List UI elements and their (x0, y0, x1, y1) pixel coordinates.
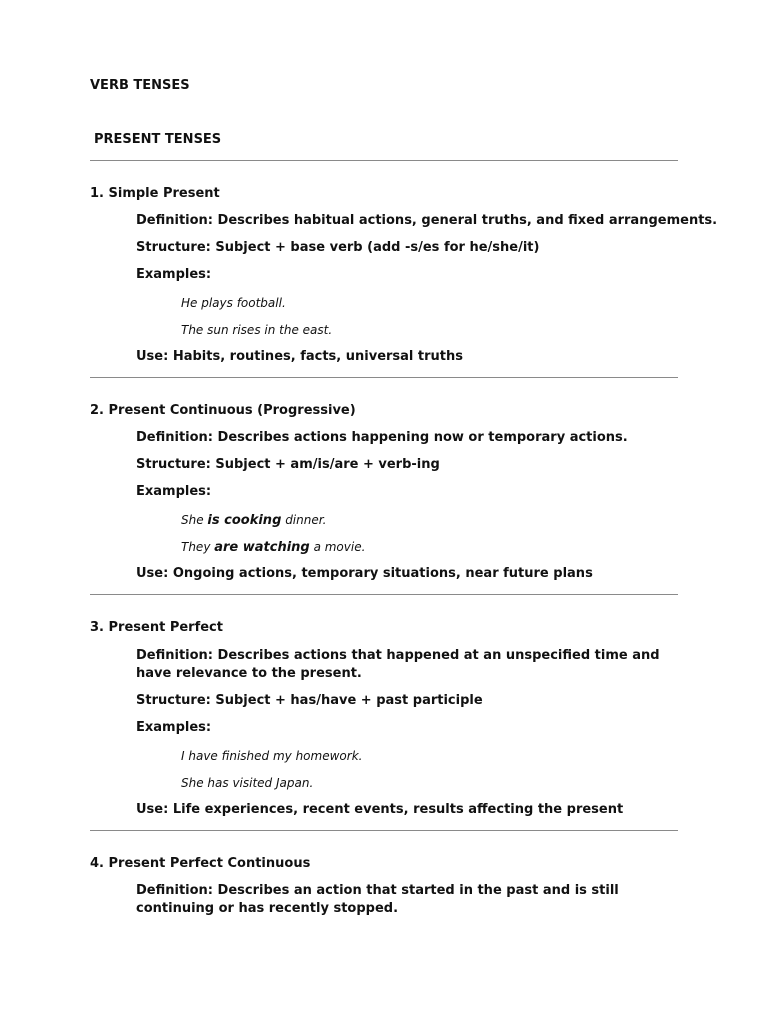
example-sentence: He plays football. (181, 296, 286, 310)
section-heading: PRESENT TENSES (94, 132, 222, 147)
divider (90, 594, 678, 595)
tense-heading-present-perfect-continuous: 4. Present Perfect Continuous (90, 856, 311, 871)
example-sentence: I have finished my homework. (181, 749, 363, 763)
example-part: They (181, 540, 215, 554)
example-sentence (181, 512, 326, 529)
document-title: VERB TENSES (90, 78, 190, 93)
tense-heading-present-continuous: 2. Present Continuous (Progressive) (90, 403, 356, 418)
definition: Definition: Describes actions that happened at an unspecified time and have relevance to the present. (136, 648, 660, 681)
example-verb: is cooking (207, 513, 282, 528)
definition: Definition: Describes habitual actions, general truths, and fixed arrangements. (136, 213, 718, 228)
tense-heading-simple-present: 1. Simple Present (90, 186, 220, 201)
examples-label: Examples: (136, 484, 212, 499)
example-part: dinner. (281, 513, 327, 527)
divider (90, 160, 678, 161)
example-sentence (181, 539, 365, 556)
use: Use: Life experiences, recent events, results affecting the present (136, 802, 624, 817)
tense-heading-present-perfect: 3. Present Perfect (90, 620, 223, 635)
examples-label: Examples: (136, 720, 212, 735)
definition: Definition: Describes an action that started in the past and is still continuing or has recently stopped. (136, 883, 619, 916)
divider (90, 830, 678, 831)
use: Use: Ongoing actions, temporary situations, near future plans (136, 566, 593, 581)
definition: Definition: Describes actions happening now or temporary actions. (136, 430, 628, 445)
example-sentence: The sun rises in the east. (181, 323, 333, 337)
example-part: She (181, 513, 208, 527)
example-part: a movie. (309, 540, 366, 554)
examples-label: Examples: (136, 267, 212, 282)
example-verb: are watching (214, 540, 310, 555)
structure: Structure: Subject + am/is/are + verb-ing (136, 457, 440, 472)
use: Use: Habits, routines, facts, universal truths (136, 349, 464, 364)
structure: Structure: Subject + has/have + past participle (136, 693, 483, 708)
example-sentence: She has visited Japan. (181, 776, 314, 790)
structure: Structure: Subject + base verb (add -s/es for he/she/it) (136, 240, 540, 255)
divider (90, 377, 678, 378)
